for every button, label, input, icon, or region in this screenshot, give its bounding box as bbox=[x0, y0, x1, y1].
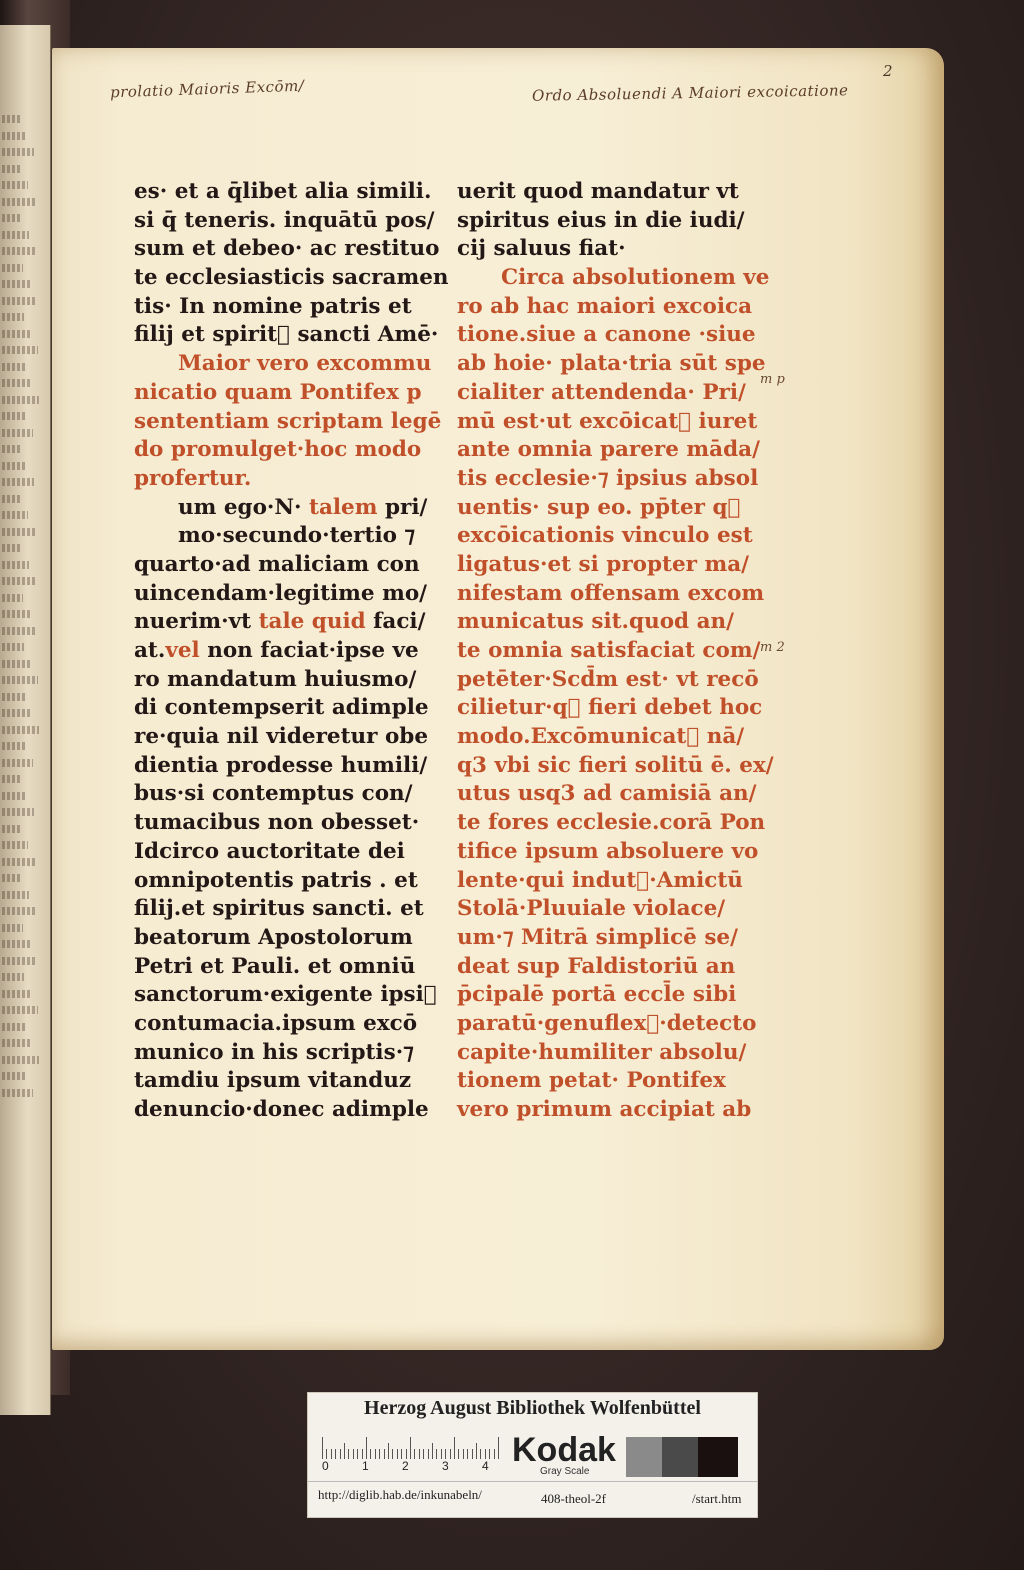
text-line: nicatio quam Pontifex p bbox=[134, 379, 422, 405]
facing-text-fragment bbox=[2, 346, 38, 354]
text-line: te ecclesiasticis sacramen bbox=[134, 265, 449, 291]
text-line: do promulget·hoc modo bbox=[134, 437, 422, 463]
gray-scale-label: Gray Scale bbox=[540, 1466, 590, 1477]
facing-text-fragment bbox=[2, 693, 25, 701]
facing-text-fragment bbox=[2, 858, 35, 866]
facing-text-fragment bbox=[2, 495, 21, 503]
text-line: denuncio·donec adimple bbox=[134, 1097, 429, 1122]
text-line: te omnia satisfaciat com/ bbox=[457, 638, 761, 663]
facing-text-fragment bbox=[2, 1056, 39, 1064]
facing-text-fragment bbox=[2, 627, 37, 635]
ruler-tick bbox=[392, 1449, 393, 1459]
ruler-tick bbox=[379, 1449, 380, 1459]
text-line: si q̄ teneris. inquātū pos/ bbox=[134, 207, 435, 233]
ruler-number: 0 bbox=[322, 1459, 329, 1473]
facing-text-fragment bbox=[2, 214, 22, 222]
text-line: Maior vero excommu bbox=[178, 351, 432, 377]
text-line: ab hoie· plata·tria sūt spe bbox=[457, 351, 766, 377]
text-line: excōicationis vinculo est bbox=[457, 523, 753, 549]
text-line: filij et spirit᷒ sancti Amē· bbox=[134, 322, 439, 348]
ruler-number: 2 bbox=[402, 1459, 409, 1473]
text-line: municatus sit.quod an/ bbox=[457, 609, 734, 635]
text-line: cij saluus fiat· bbox=[457, 236, 626, 262]
facing-text-fragment bbox=[2, 841, 28, 849]
facing-text-fragment bbox=[2, 759, 33, 767]
header-note-left: prolatio Maioris Excōm/ bbox=[109, 76, 305, 102]
ruler-number: 1 bbox=[362, 1459, 369, 1473]
text-line: um·⁊ Mitrā simplicē se/ bbox=[457, 924, 738, 950]
facing-text-fragment bbox=[2, 363, 25, 371]
facing-text-fragment bbox=[2, 643, 24, 651]
ruler-tick bbox=[406, 1449, 407, 1459]
facing-text-fragment bbox=[2, 544, 22, 552]
ruler-numbers bbox=[322, 1459, 522, 1473]
facing-text-fragment bbox=[2, 973, 24, 981]
header-note-right: Ordo Absoluendi A Maiori excoicatione bbox=[531, 81, 849, 105]
text-line: nifestam offensam excom bbox=[457, 580, 765, 606]
facing-text-fragment bbox=[2, 115, 20, 123]
text-line: ro mandatum huiusmo/ bbox=[134, 666, 417, 692]
text-line: p̄cipalē portā eccl̄e sibi bbox=[457, 982, 737, 1008]
facing-text-fragment bbox=[2, 940, 30, 948]
ruler-tick bbox=[370, 1449, 371, 1459]
facing-text-fragment bbox=[2, 462, 27, 470]
text-line: Circa absolutionem ve bbox=[501, 265, 770, 291]
ruler-tick bbox=[401, 1449, 402, 1459]
facing-text-fragment bbox=[2, 610, 30, 618]
facing-text-fragment bbox=[2, 775, 20, 783]
facing-text-fragment bbox=[2, 1023, 25, 1031]
ruler-tick bbox=[348, 1449, 349, 1459]
text-line: Idcirco auctoritate dei bbox=[134, 838, 405, 864]
text-line: cilietur·q᷑ fieri debet hoc bbox=[457, 695, 763, 721]
facing-text-fragment bbox=[2, 528, 35, 536]
ruler-tick bbox=[454, 1437, 455, 1459]
facing-text-fragment bbox=[2, 891, 29, 899]
facing-text-fragment bbox=[2, 264, 23, 272]
text-line: uincendam·legitime mo/ bbox=[134, 580, 428, 606]
facing-text-fragment bbox=[2, 594, 23, 602]
ruler-tick bbox=[410, 1437, 411, 1459]
text-line: tamdiu ipsum vitanduz bbox=[134, 1068, 412, 1094]
text-column-left bbox=[134, 178, 449, 1125]
start-text: /start.htm bbox=[692, 1491, 742, 1506]
text-line: Petri et Pauli. et omniū bbox=[134, 953, 416, 979]
facing-text-fragment bbox=[2, 165, 21, 173]
text-line: uerit quod mandatur vt bbox=[457, 179, 739, 204]
ruler-tick bbox=[340, 1449, 341, 1459]
library-title: Herzog August Bibliothek Wolfenbüttel bbox=[364, 1397, 701, 1419]
text-line: nuerim·vt tale quid faci/ bbox=[134, 609, 426, 635]
gray-swatch-2 bbox=[662, 1437, 698, 1477]
card-divider bbox=[308, 1481, 757, 1482]
ruler-tick bbox=[476, 1443, 477, 1459]
facing-text-fragment bbox=[2, 412, 26, 420]
text-line: filij.et spiritus sancti. et bbox=[134, 896, 424, 922]
facing-text-fragment bbox=[2, 445, 20, 453]
ruler-tick bbox=[335, 1449, 336, 1459]
text-line: tifice ipsum absoluere vo bbox=[457, 838, 759, 864]
text-line: vero primum accipiat ab bbox=[457, 1097, 752, 1122]
text-line: uentis· sup eo. pp̄ter q᷑ bbox=[457, 494, 741, 520]
facing-text-fragment bbox=[2, 742, 26, 750]
facing-text-fragment bbox=[2, 379, 32, 387]
ruler-number: 4 bbox=[482, 1459, 489, 1473]
ruler-tick bbox=[458, 1449, 459, 1459]
margin-note-1: m p bbox=[760, 372, 785, 387]
ruler-tick bbox=[441, 1449, 442, 1459]
ruler-tick bbox=[498, 1437, 499, 1459]
ruler-tick bbox=[362, 1449, 363, 1459]
facing-text-fragment bbox=[2, 676, 38, 684]
ruler-tick bbox=[322, 1437, 323, 1459]
facing-text-fragment bbox=[2, 181, 28, 189]
text-line: contumacia.ipsum excō bbox=[134, 1010, 418, 1036]
facing-text-fragment bbox=[2, 726, 39, 734]
text-line: tis ecclesie·⁊ ipsius absol bbox=[457, 465, 759, 491]
gray-swatch-1 bbox=[626, 1437, 662, 1477]
margin-note-2: m 2 bbox=[760, 640, 785, 655]
text-line: mo·secundo·tertio ⁊ bbox=[178, 523, 416, 549]
facing-text-fragment bbox=[2, 709, 32, 717]
text-line: munico in his scriptis·⁊ bbox=[134, 1039, 414, 1065]
text-line: modo.Excōmunicat᷒ nā/ bbox=[457, 724, 745, 750]
facing-text-fragment bbox=[2, 511, 28, 519]
text-line: mū est·ut excōicat᷒ iuret bbox=[457, 408, 758, 434]
facing-text-fragment bbox=[2, 297, 37, 305]
facing-text-fragment bbox=[2, 132, 27, 140]
facing-text-fragment bbox=[2, 1089, 33, 1097]
facing-text-fragment bbox=[2, 825, 21, 833]
ruler-tick bbox=[472, 1449, 473, 1459]
facing-text-fragment bbox=[2, 1006, 38, 1014]
url-text: http://diglib.hab.de/inkunabeln/ bbox=[318, 1487, 482, 1502]
ruler-tick bbox=[494, 1449, 495, 1459]
ruler bbox=[322, 1435, 507, 1459]
text-line: beatorum Apostolorum bbox=[134, 924, 413, 950]
facing-text-fragment bbox=[2, 874, 22, 882]
text-line: utus usq3 ad camisiā an/ bbox=[457, 781, 757, 807]
text-line: cialiter attendenda· Pri/ bbox=[457, 379, 746, 405]
ruler-tick bbox=[489, 1449, 490, 1459]
text-line: tumacibus non obesset· bbox=[134, 810, 420, 836]
facing-text-fragment bbox=[2, 280, 30, 288]
facing-text-fragment bbox=[2, 247, 36, 255]
text-line: Stolā·Pluuiale violace/ bbox=[457, 896, 726, 922]
ruler-tick bbox=[432, 1443, 433, 1459]
text-line: paratū·genuflex᷒·detecto bbox=[457, 1010, 757, 1036]
text-line: sum et debeo· ac restituo bbox=[134, 236, 440, 262]
facing-text-fragment bbox=[2, 1039, 32, 1047]
facing-text-fragment bbox=[2, 907, 36, 915]
facing-text-fragment bbox=[2, 957, 37, 965]
facing-text-fragment bbox=[2, 808, 34, 816]
text-line: re·quia nil videretur obe bbox=[134, 724, 428, 750]
ruler-tick bbox=[485, 1449, 486, 1459]
facing-text-fragment bbox=[2, 561, 29, 569]
color-target-card bbox=[307, 1392, 758, 1518]
ruler-tick bbox=[331, 1449, 332, 1459]
ruler-tick bbox=[388, 1443, 389, 1459]
facing-text-fragment bbox=[2, 1072, 26, 1080]
text-line: tione.siue a canone ·siue bbox=[457, 322, 756, 348]
text-line: capite·humiliter absolu/ bbox=[457, 1039, 747, 1065]
ruler-tick bbox=[436, 1449, 437, 1459]
facing-text-fragment bbox=[2, 198, 35, 206]
text-line: quarto·ad maliciam con bbox=[134, 551, 420, 577]
text-line: tionem petat· Pontifex bbox=[457, 1068, 726, 1094]
facing-text-fragment bbox=[2, 990, 31, 998]
text-line: lente·qui indut᷒·Amictū bbox=[457, 867, 743, 893]
facing-text-fragment bbox=[2, 148, 34, 156]
text-line: tis· In nomine patris et bbox=[134, 293, 412, 319]
text-line: um ego·N· talem pri/ bbox=[178, 494, 428, 520]
ruler-tick bbox=[423, 1449, 424, 1459]
ruler-tick bbox=[344, 1443, 345, 1459]
ruler-tick bbox=[353, 1449, 354, 1459]
facing-text-fragment bbox=[2, 429, 33, 437]
facing-text-fragment bbox=[2, 660, 31, 668]
ruler-tick bbox=[357, 1449, 358, 1459]
text-line: q3 vbi sic fieri solitū ē. ex/ bbox=[457, 752, 774, 778]
ruler-tick bbox=[480, 1449, 481, 1459]
facing-text-fragment bbox=[2, 792, 27, 800]
ruler-tick bbox=[326, 1449, 327, 1459]
facing-text-fragment bbox=[2, 478, 34, 486]
ruler-tick bbox=[366, 1437, 367, 1459]
folio-number: 2 bbox=[883, 62, 893, 80]
text-line: dientia prodesse humili/ bbox=[134, 752, 428, 778]
shelfmark-text: 408-theol-2f bbox=[541, 1491, 606, 1506]
facing-text-fragment bbox=[2, 231, 29, 239]
text-line: te fores ecclesie.corā Pon bbox=[457, 810, 766, 836]
text-line: di contempserit adimple bbox=[134, 695, 429, 721]
facing-text-fragment bbox=[2, 330, 31, 338]
ruler-tick bbox=[414, 1449, 415, 1459]
text-line: sanctorum·exigente ipsi᷒ bbox=[134, 982, 437, 1008]
facing-page-edge bbox=[0, 25, 51, 1415]
facing-text-fragment bbox=[2, 313, 24, 321]
text-line: profertur. bbox=[134, 465, 252, 491]
ruler-tick bbox=[450, 1449, 451, 1459]
text-line: ante omnia parere māda/ bbox=[457, 437, 760, 463]
text-line: es· et a q̄libet alia simili. bbox=[134, 179, 432, 204]
text-line: ligatus·et si propter ma/ bbox=[457, 551, 749, 577]
text-line: omnipotentis patris . et bbox=[134, 867, 418, 893]
facing-text-fragment bbox=[2, 396, 39, 404]
text-line: ro ab hac maiori excoica bbox=[457, 293, 753, 319]
text-line: deat sup Faldistoriū an bbox=[457, 953, 736, 979]
gray-swatch-3 bbox=[698, 1437, 738, 1477]
ruler-tick bbox=[463, 1449, 464, 1459]
kodak-logo: Kodak bbox=[512, 1431, 616, 1469]
ruler-tick bbox=[467, 1449, 468, 1459]
ruler-tick bbox=[384, 1449, 385, 1459]
text-line: at.vel non faciat·ipse ve bbox=[134, 638, 419, 663]
text-line: spiritus eius in die iudi/ bbox=[457, 207, 745, 233]
ruler-number: 3 bbox=[442, 1459, 449, 1473]
text-line: sententiam scriptam legē bbox=[134, 408, 442, 434]
facing-text-fragment bbox=[2, 577, 36, 585]
ruler-tick bbox=[397, 1449, 398, 1459]
text-line: bus·si contemptus con/ bbox=[134, 781, 413, 807]
ruler-tick bbox=[428, 1449, 429, 1459]
ruler-tick bbox=[419, 1449, 420, 1459]
ruler-tick bbox=[375, 1449, 376, 1459]
text-line: petēter·Scd̄m est· vt recō bbox=[457, 666, 759, 692]
facing-text-fragment bbox=[2, 924, 23, 932]
ruler-tick bbox=[445, 1449, 446, 1459]
